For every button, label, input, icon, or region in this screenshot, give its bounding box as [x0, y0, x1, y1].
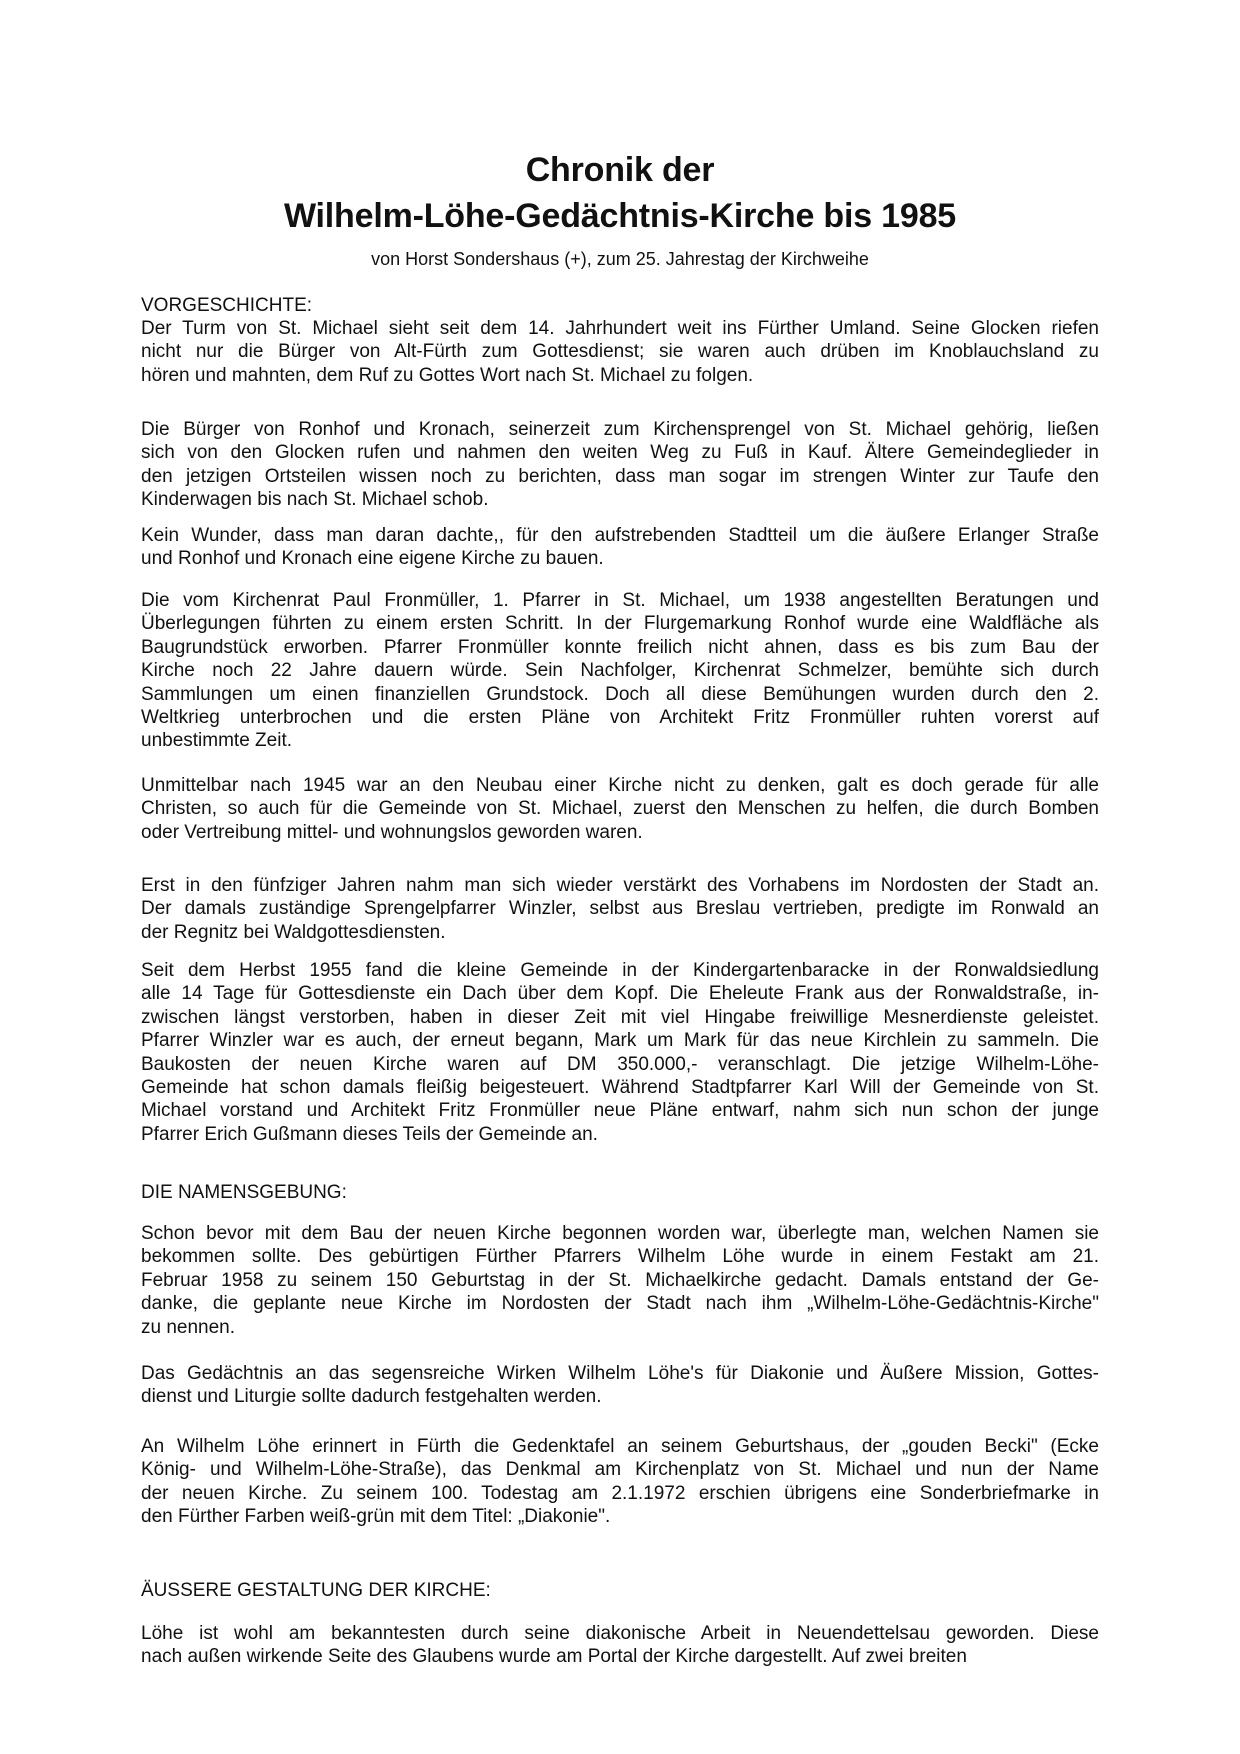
paragraph-line: Löhe ist wohl am bekanntesten durch seine diakonische Arbeit in Neuendettelsau geworden. Diese	[141, 1623, 1099, 1644]
paragraph-line: zu nennen.	[141, 1316, 236, 1338]
paragraph-line: Überlegungen führten zu einem ersten Schritt. In der Flurgemarkung Ronhof wurde eine Waldfläche als	[141, 613, 1099, 635]
paragraph-line: Unmittelbar nach 1945 war an den Neubau einer Kirche nicht zu denken, galt es doch gerade für alle	[141, 775, 1099, 796]
paragraph-line: nach außen wirkende Seite des Glaubens wurde am Portal der Kirche dargestellt. Auf zwei breiten	[141, 1646, 967, 1668]
paragraph-line: der Regnitz bei Waldgottesdiensten.	[141, 921, 446, 943]
document-title-line-2: Wilhelm-Löhe-Gedächtnis-Kirche bis 1985	[283, 197, 957, 235]
paragraph-line: König- und Wilhelm-Löhe-Straße), das Denkmal am Kirchenplatz von St. Michael und nun der Name	[141, 1459, 1099, 1481]
paragraph	[141, 418, 1099, 512]
paragraph-line: Baukosten der neuen Kirche waren auf DM 350.000,- veranschlagt. Die jetzige Wilhelm-Löhe-	[141, 1053, 1099, 1075]
paragraph-line: Februar 1958 zu seinem 150 Geburtstag in der St. Michaelkirche gedacht. Damals entstand der Ge-	[141, 1269, 1099, 1291]
paragraph-line: Schon bevor mit dem Bau der neuen Kirche begonnen worden war, überlegte man, welchen Namen sie	[141, 1223, 1099, 1244]
paragraph-line: Pfarrer Winzler war es auch, der erneut begann, Mark um Mark für das neue Kirchlein zu sammeln. Die	[141, 1030, 1099, 1052]
paragraph	[141, 524, 1099, 571]
paragraph-line: Erst in den fünfziger Jahren nahm man sich wieder verstärkt des Vorhabens im Nordosten der Stadt an.	[141, 875, 1099, 896]
paragraph	[141, 874, 1099, 944]
paragraph-line: oder Vertreibung mittel- und wohnungslos geworden waren.	[141, 821, 643, 843]
paragraph-line: Die vom Kirchenrat Paul Fronmüller, 1. Pfarrer in St. Michael, um 1938 angestellten Beratungen und	[141, 590, 1099, 611]
paragraph-line: sich von den Glocken rufen und nahmen den weiten Weg zu Fuß in Kauf. Ältere Gemeindeglieder in	[141, 442, 1099, 464]
paragraph-line: Der damals zuständige Sprengelpfarrer Winzler, selbst aus Breslau vertrieben, predigte im Ronwald an	[141, 898, 1099, 920]
paragraph-line: Die Bürger von Ronhof und Kronach, seinerzeit zum Kirchensprengel von St. Michael gehörig, ließen	[141, 419, 1099, 440]
paragraph-line: Seit dem Herbst 1955 fand die kleine Gemeinde in der Kindergartenbaracke in der Ronwaldsiedlung	[141, 960, 1099, 981]
paragraph	[141, 1362, 1099, 1409]
section-heading-namensgebung: DIE NAMENSGEBUNG:	[141, 1182, 347, 1203]
paragraph-line: Sammlungen um einen finanziellen Grundstock. Doch all diese Bemühungen wurden durch den 2.	[141, 683, 1099, 705]
paragraph-line: zwischen längst verstorben, haben in dieser Zeit mit viel Hingabe freiwillige Mesnerdienste geleistet.	[141, 1006, 1099, 1028]
paragraph	[141, 774, 1099, 844]
paragraph-line: Pfarrer Erich Gußmann dieses Teils der Gemeinde an.	[141, 1123, 598, 1145]
paragraph-line: Michael vorstand und Architekt Fritz Fronmüller neue Pläne entwarf, nahm sich nun schon der junge	[141, 1100, 1099, 1122]
paragraph-line: Kinderwagen bis nach St. Michael schob.	[141, 489, 489, 511]
paragraph-line: den jetzigen Ortsteilen wissen noch zu berichten, dass man sogar im strengen Winter zur Taufe den	[141, 465, 1099, 487]
paragraph-line: Das Gedächtnis an das segensreiche Wirken Wilhelm Löhe's für Diakonie und Äußere Mission, Gottes-	[141, 1363, 1099, 1384]
paragraph-line: der neuen Kirche. Zu seinem 100. Todestag am 2.1.1972 erschien übrigens eine Sonderbriefmarke in	[141, 1482, 1099, 1504]
paragraph-line: Gemeinde hat schon damals fleißig beigesteuert. Während Stadtpfarrer Karl Will der Gemeinde von St.	[141, 1076, 1099, 1098]
paragraph	[141, 589, 1099, 753]
paragraph-line: danke, die geplante neue Kirche im Nordosten der Stadt nach ihm „Wilhelm-Löhe-Gedächtnis-Kirche"	[141, 1293, 1099, 1315]
paragraph-line: Christen, so auch für die Gemeinde von St. Michael, zuerst den Menschen zu helfen, die durch Bomben	[141, 798, 1099, 820]
paragraph-line: Weltkrieg unterbrochen und die ersten Pläne von Architekt Fritz Fronmüller ruhten vorerst auf	[141, 706, 1099, 728]
section-heading-aeussere-gestaltung: ÄUSSERE GESTALTUNG DER KIRCHE:	[141, 1580, 491, 1601]
paragraph-line: Kein Wunder, dass man daran dachte,, für den aufstrebenden Stadtteil um die äußere Erlanger Straße	[141, 525, 1099, 546]
paragraph-line: nicht nur die Bürger von Alt-Fürth zum Gottesdienst; sie waren auch drüben im Knoblauchsland zu	[141, 341, 1099, 363]
paragraph-line: unbestimmte Zeit.	[141, 730, 292, 752]
paragraph-line: dienst und Liturgie sollte dadurch festgehalten werden.	[141, 1386, 602, 1408]
paragraph	[141, 317, 1099, 387]
paragraph	[141, 959, 1099, 1146]
paragraph	[141, 1222, 1099, 1339]
section-heading-vorgeschichte: VORGESCHICHTE:	[141, 295, 313, 316]
paragraph-line: und Ronhof und Kronach eine eigene Kirche zu bauen.	[141, 548, 604, 570]
paragraph-line: den Fürther Farben weiß-grün mit dem Titel: „Diakonie".	[141, 1506, 611, 1528]
paragraph	[141, 1622, 1099, 1669]
document-title-line-1: Chronik der	[525, 151, 715, 189]
paragraph	[141, 1435, 1099, 1529]
paragraph-line: Kirche noch 22 Jahre dauern würde. Sein Nachfolger, Kirchenrat Schmelzer, bemühte sich durch	[141, 660, 1099, 682]
paragraph-line: bekommen sollte. Des gebürtigen Fürther Pfarrers Wilhelm Löhe wurde in einem Festakt am 21.	[141, 1246, 1099, 1268]
document-subtitle: von Horst Sondershaus (+), zum 25. Jahrestag der Kirchweihe	[371, 249, 869, 269]
paragraph-line: hören und mahnten, dem Ruf zu Gottes Wort nach St. Michael zu folgen.	[141, 364, 754, 386]
paragraph-line: Der Turm von St. Michael sieht seit dem 14. Jahrhundert weit ins Fürther Umland. Seine Glocken riefen	[141, 318, 1099, 339]
paragraph-line: Baugrundstück erworben. Pfarrer Fronmüller konnte freilich nicht ahnen, dass es bis zum Bau der	[141, 636, 1099, 658]
paragraph-line: alle 14 Tage für Gottesdienste ein Dach über dem Kopf. Die Eheleute Frank aus der Ronwaldstraße, in-	[141, 983, 1099, 1005]
paragraph-line: An Wilhelm Löhe erinnert in Fürth die Gedenktafel an seinem Geburtshaus, der „gouden Becki" (Ecke	[141, 1436, 1099, 1457]
